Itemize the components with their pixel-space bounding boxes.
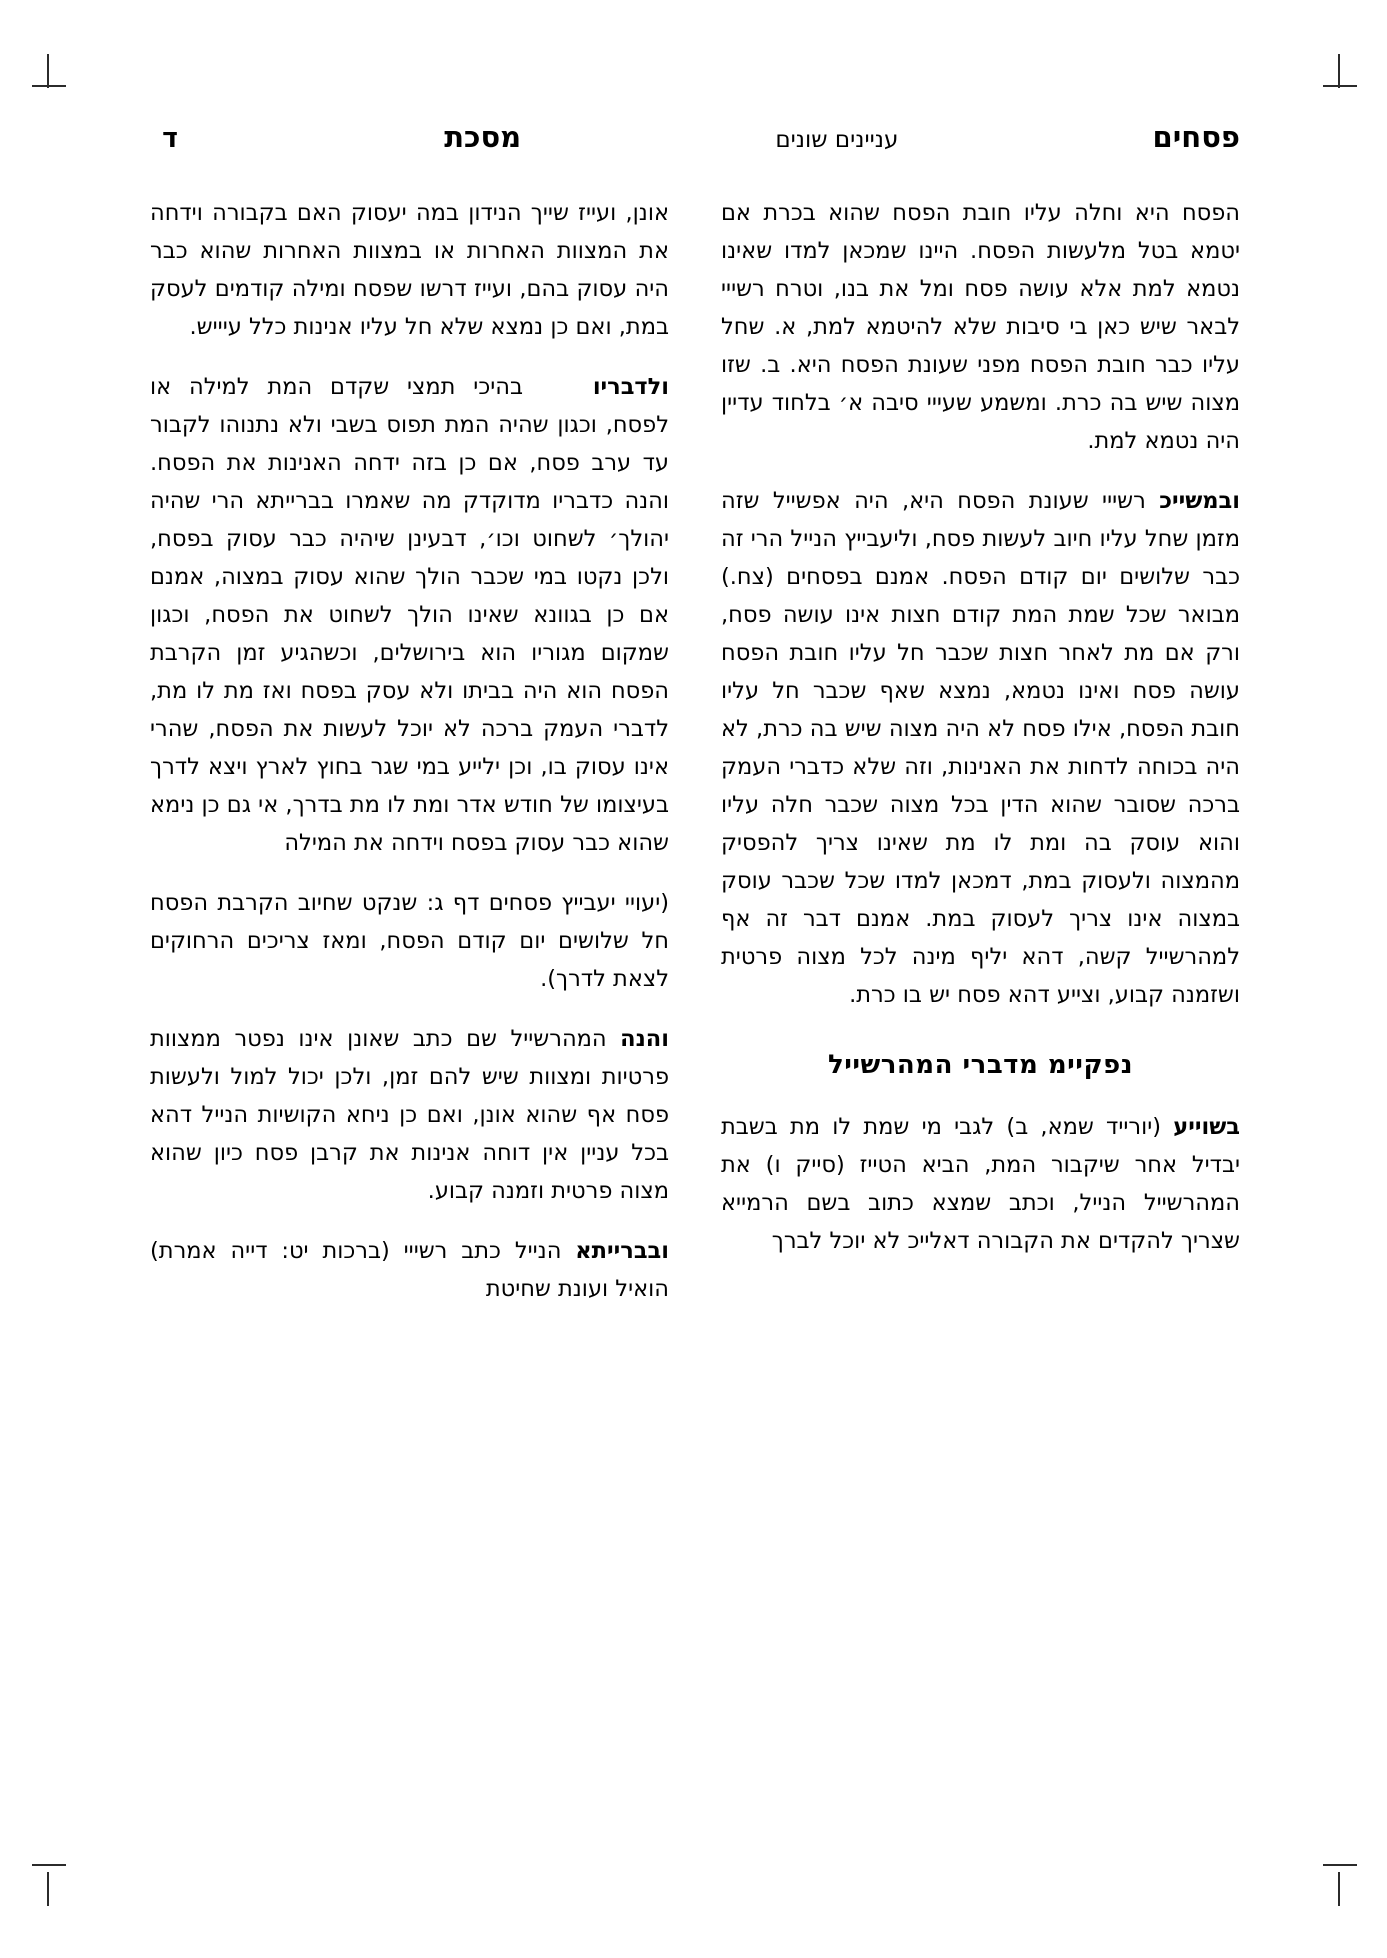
tractate-name: פסחים (1152, 120, 1240, 154)
paragraph-text: אונן, ועייז שייך הנידון במה יעסוק האם בקבורה וידחה את המצוות האחרות או במצוות האחרות שהוא כבר היה עסוק בהם, ועייז דרשו שפסח ומילה קודמים לעסק במת, ואם כן נמצא שלא חל עליו אנינות כלל עיייש. (150, 200, 669, 340)
paragraph-lead-word: והנה (620, 1026, 669, 1052)
column-left (721, 194, 1240, 1308)
running-header (150, 120, 1240, 170)
masechta-label: מסכת (444, 120, 522, 154)
paragraph-text: רשייי שעונת הפסח היא, היה אפשייל שזה מזמן שחל עליו חיוב לעשות פסח, וליעבייץ הנייל הרי זה כבר שלושים יום קודם הפסח. אמנם בפסחים (צח.) מבואר שכל שמת המת קודם חצות אינו עושה פסח, ורק אם מת לאחר חצות שכבר חל עליו חובת הפסח עושה פסח ואינו נטמא, נמצא שאף שכבר חל עליו חובת הפסח, אילו פסח לא היה מצוה שיש בה כרת, לא היה בכוחה לדחות את האנינות, וזה שלא כדברי העמק ברכה שסובר שהוא הדין בכל מצוה שכבר חלה עליו והוא עוסק בה ומת לו מת שאינו צריך להפסיק מהמצוה ולעסוק במת, דמכאן למדו שכל שכבר עוסק במצוה אינו צריך לעסוק במת. אמנם דבר זה אף למהרשייל קשה, דהא יליף מינה לכל מצוה פרטית ושזמנה קבוע, וצייע דהא פסח יש בו כרת. (721, 488, 1240, 1008)
paragraph-vehine-maharshal (150, 1020, 669, 1210)
crop-mark-bottom-right-vertical (1338, 1872, 1340, 1906)
paragraph-text: הנייל כתב רשייי (ברכות יט: דייה אמרת) הואיל ועונת שחיטת (150, 1238, 669, 1302)
section-heading-nafkam: נפקיימ מדברי המהרשייל (828, 1050, 1133, 1080)
paragraph-lead-word: ולדבריו (592, 374, 669, 400)
paragraph-citation-yaavetz (150, 884, 669, 998)
crop-mark-top-right-horizontal (1323, 85, 1357, 87)
crop-mark-bottom-left-horizontal (32, 1864, 66, 1866)
citation-text: (יעויי יעבייץ פסחים דף ג: שנקט שחיוב הקרבת הפסח חל שלושים יום קודם הפסח, ומאז צריכים הרחוקים לצאת לדרך). (150, 890, 669, 992)
paragraph-uvabraita (150, 1232, 669, 1308)
paragraph-uvmashkaf (721, 482, 1240, 1014)
crop-mark-bottom-left-vertical (47, 1872, 49, 1906)
text-columns (150, 194, 1240, 1308)
paragraph-text: הפסח היא וחלה עליו חובת הפסח שהוא בכרת אם יטמא בטל מלעשות הפסח. היינו שמכאן למדו שאינו נטמא למת אלא עושה פסח ומל את בנו, וטרח רשייי לבאר שיש כאן בי סיבות שלא להיטמא למת, א. שחל עליו כבר חובת הפסח מפני שעונת הפסח היא. ב. שזו מצוה שיש בה כרת. ומשמע שעייי סיבה א׳ בלחוד עדיין היה נטמא למת. (721, 200, 1240, 454)
crop-mark-top-right-vertical (1338, 54, 1340, 88)
crop-mark-top-left-horizontal (32, 85, 66, 87)
crop-mark-top-left-vertical (47, 54, 49, 88)
paragraph-lead-word: ובמשייכ (1159, 488, 1240, 514)
paragraph-onen-nidon (150, 194, 669, 346)
paragraph-veledvarav (150, 368, 669, 862)
crop-mark-bottom-right-horizontal (1323, 1864, 1357, 1866)
page-body (150, 120, 1240, 1820)
paragraph-text: בהיכי תמצי שקדם המת למילה או לפסח, וכגון שהיה המת תפוס בשבי ולא נתנוהו לקבור עד ערב פסח, אם כן בזה ידחה האנינות את הפסח. והנה כדבריו מדוקדק מה שאמרו בברייתא הרי שהיה יהולך׳ לשחוט וכו׳, דבעינן שיהיה כבר עסוק בפסח, ולכן נקטו במי שכבר הולך שהוא עסוק במצוה, אמנם אם כן בגוונא שאינו הולך לשחוט את הפסח, וכגון שמקום מגוריו הוא בירושלים, וכשהגיע זמן הקרבת הפסח הוא היה בביתו ולא עסק בפסח ואז מת לו מת, לדברי העמק ברכה לא יוכל לעשות את הפסח, שהרי אינו עסוק בו, וכן ילייע במי שגר בחוץ לארץ ויצא לדרך בעיצומו של חודש אדר ומת לו מת בדרך, אי גם כן נימא שהוא כבר עסוק בפסח וידחה את המילה (150, 374, 669, 856)
paragraph-lead-word: בשוייע (1173, 1114, 1240, 1140)
column-right (150, 194, 669, 1308)
paragraph-text: (יורייד שמא, ב) לגבי מי שמת לו מת בשבת יבדיל אחר שיקבור המת, הביא הטייז (סייק ו) את המהרשייל הנייל, וכתב שמצא כתוב בשם הרמייא שצריך להקדים את הקבורה דאלייכ לא יוכל לברך (721, 1114, 1240, 1254)
paragraph-lead-word: ובברייתא (575, 1238, 669, 1264)
page-number: ד (162, 123, 178, 154)
paragraph-hapesach-hi (721, 194, 1240, 460)
header-subject: עניינים שונים (775, 127, 899, 153)
paragraph-text: המהרשייל שם כתב שאונן אינו נפטר ממצוות פרטיות ומצוות שיש להם זמן, ולכן יכול למול ולעשות פסח אף שהוא אונן, ואם כן ניחא הקושיות הנייל דהא בכל עניין אין דוחה אנינות את קרבן פסח כיון שהוא מצוה פרטית וזמנה קבוע. (150, 1026, 669, 1204)
paragraph-bashulchan-aruch (721, 1108, 1240, 1260)
